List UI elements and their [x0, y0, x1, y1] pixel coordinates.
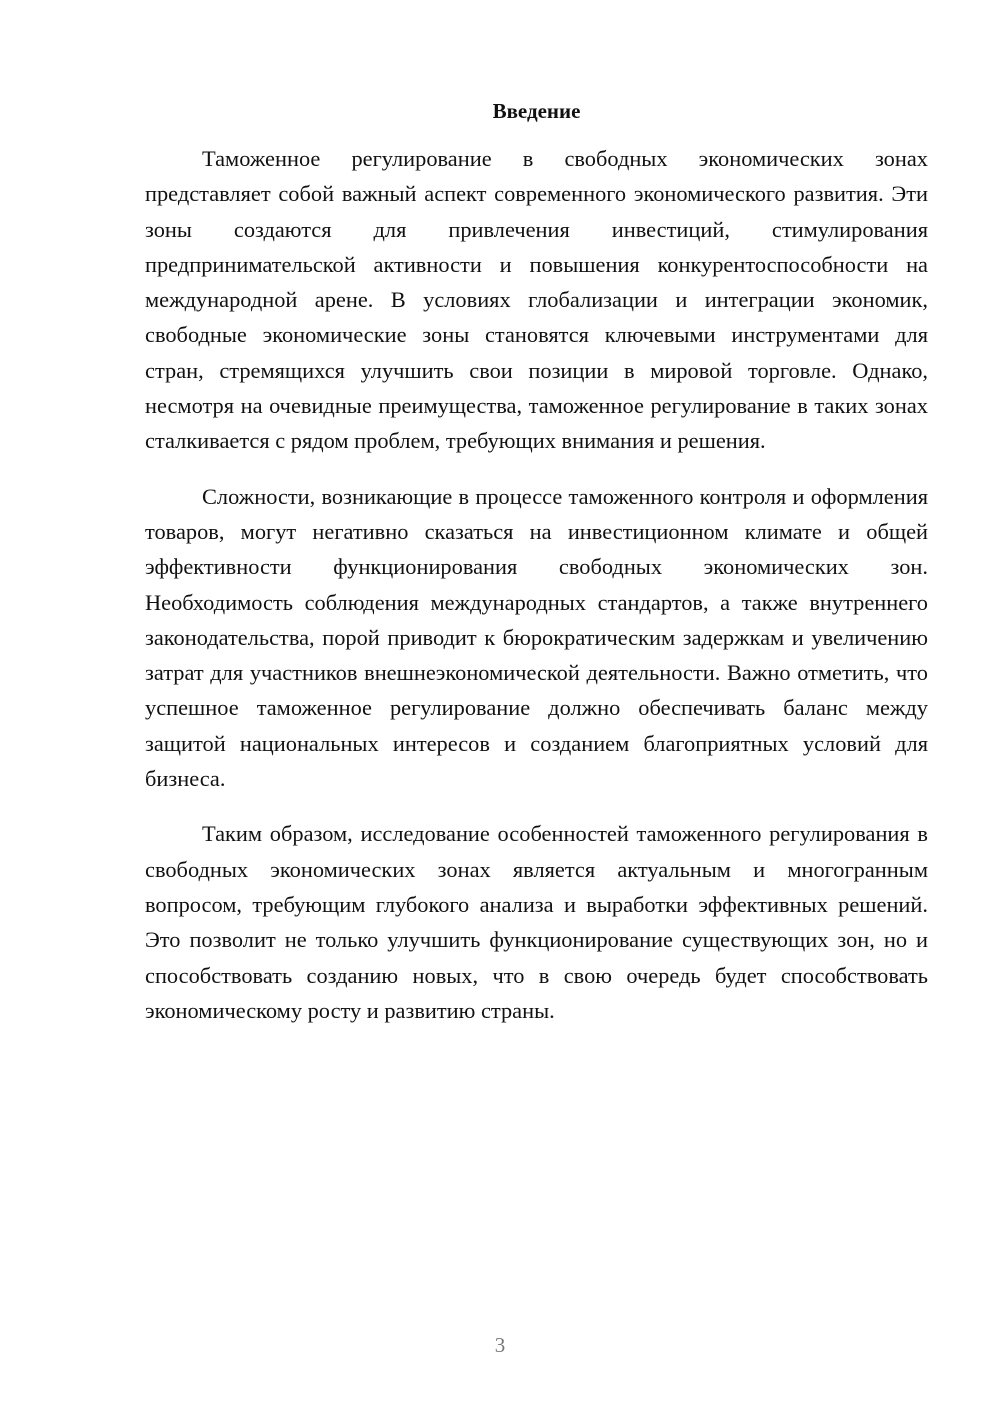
page-content — [145, 95, 928, 1028]
paragraph-1: Таможенное регулирование в свободных экономических зонах представляет собой важный аспект современного экономического развития. Эти зоны создаются для привлечения инвестиций, стимулирования предпринимательской активности и повышения конкурентоспособности на международной арене. В условиях глобализации и интеграции экономик, свободные экономические зоны становятся ключевыми инструментами для стран, стремящихся улучшить свои позиции в мировой торговле. Однако, несмотря на очевидные преимущества, таможенное регулирование в таких зонах сталкивается с рядом проблем, требующих внимания и решения. — [145, 146, 928, 454]
page-number: 3 — [494, 1333, 506, 1357]
section-title: Введение — [492, 99, 581, 123]
paragraph-3: Таким образом, исследование особенностей таможенного регулирования в свободных экономических зонах является актуальным и многогранным вопросом, требующим глубокого анализа и выработки эффективных решений. Это позволит не только улучшить функционирование существующих зон, но и способствовать созданию новых, что в свою очередь будет способствовать экономическому росту и развитию страны. — [145, 821, 928, 1023]
paragraph-2: Сложности, возникающие в процессе таможенного контроля и оформления товаров, могут негативно сказаться на инвестиционном климате и общей эффективности функционирования свободных экономических зон. Необходимость соблюдения международных стандартов, а также внутреннего законодательства, порой приводит к бюрократическим задержкам и увеличению затрат для участников внешнеэкономической деятельности. Важно отметить, что успешное таможенное регулирование должно обеспечивать баланс между защитой национальных интересов и созданием благоприятных условий для бизнеса. — [145, 483, 928, 792]
